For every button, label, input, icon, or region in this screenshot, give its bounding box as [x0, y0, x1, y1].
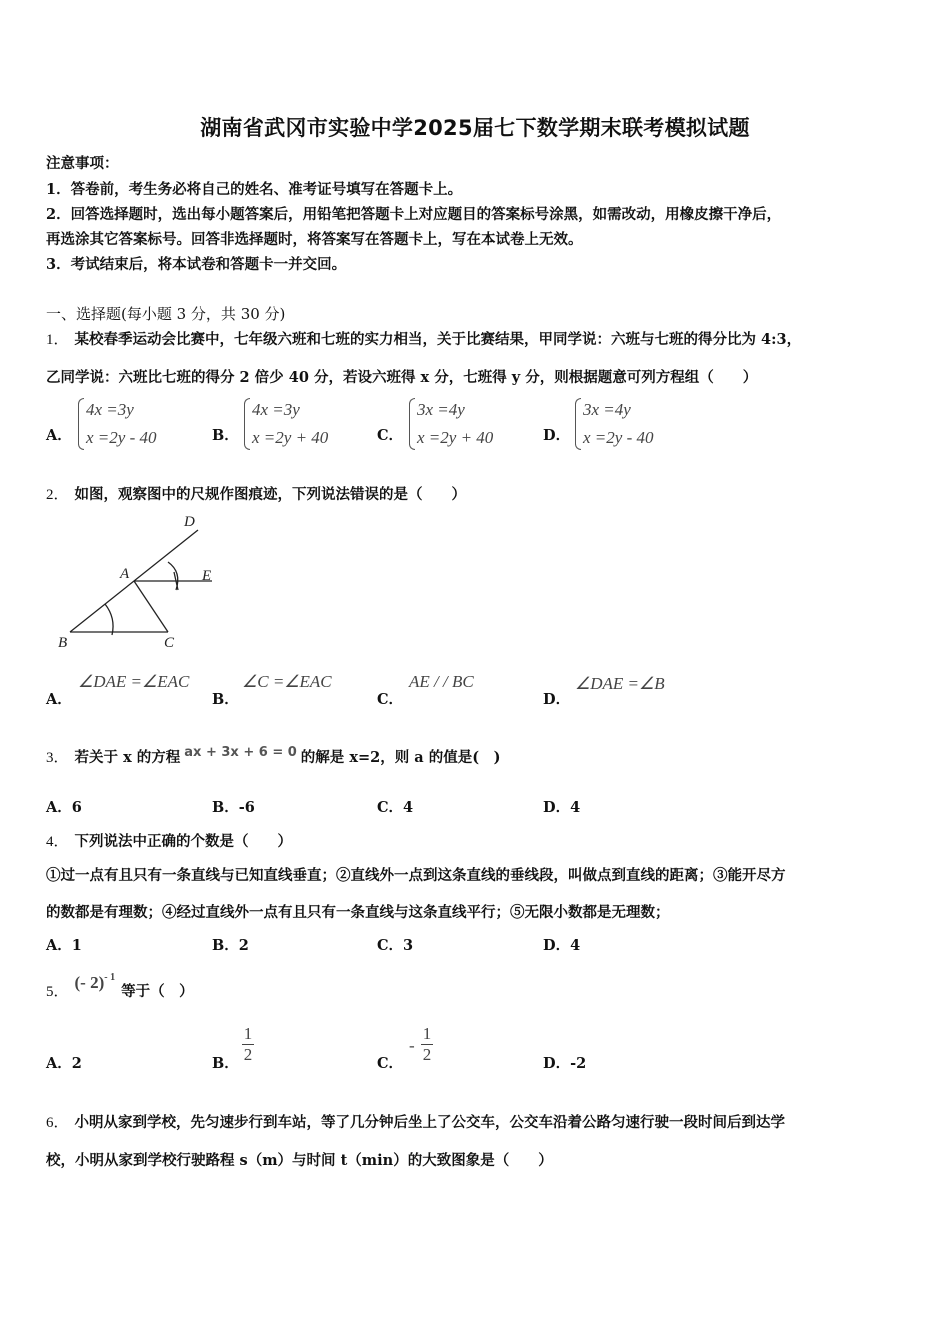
label-d: D	[184, 514, 195, 530]
equation: x =2y - 40	[86, 428, 157, 447]
option-text: 6	[71, 799, 82, 816]
notice-item: 再选涂其它答案标号。回答非选择题时，将答案写在答题卡上，写在本试卷上无效。	[46, 231, 583, 248]
question-2	[46, 483, 466, 504]
question-4-statements: 的数都是有理数；④经过直线外一点有且只有一条直线与这条直线平行；⑤无限小数都是无理数；	[46, 904, 670, 921]
question-6-line2: 校，小明从家到学校行驶路程 s（m）与时间 t（min）的大致图象是（ ）	[46, 1152, 553, 1169]
numerator: 1	[422, 1024, 432, 1043]
math-exponent: - 1	[104, 972, 116, 984]
question-4-statements: ①过一点有且只有一条直线与已知直线垂直；②直线外一点到这条直线的垂线段，叫做点到直线的距离；③能开尽方	[46, 867, 786, 884]
question-text: 等于（ ）	[121, 983, 194, 1000]
question-4	[46, 830, 292, 851]
option-text: 4	[570, 937, 581, 954]
question-text: 下列说法中正确的个数是（ ）	[74, 833, 293, 850]
option-label: D．	[543, 427, 571, 444]
option-a[interactable]	[46, 1052, 82, 1073]
option-math: AE / / BC	[409, 672, 474, 691]
option-label: C．	[377, 1055, 404, 1072]
equation: 4x =3y	[252, 400, 300, 419]
notice-item: 1．答卷前，考生务必将自己的姓名、准考证号填写在答题卡上。	[46, 181, 463, 198]
option-label: D．	[543, 691, 571, 708]
label-a: A	[120, 566, 130, 582]
option-math: ∠C =∠EAC	[242, 672, 332, 691]
section-heading: 一、选择题(每小题 3 分，共 30 分)	[46, 305, 286, 323]
equation: x =2y - 40	[583, 428, 654, 447]
option-text: 2	[238, 937, 249, 954]
option-label: A．	[46, 799, 72, 816]
minus-sign: -	[409, 1036, 415, 1055]
question-text: 小明从家到学校，先匀速步行到车站，等了几分钟后坐上了公交车，公交车沿着公路匀速行驶一段时间后到达学	[74, 1114, 786, 1131]
equation: 3x =4y	[417, 400, 465, 419]
question-number: 6．	[46, 1115, 69, 1131]
option-text: -6	[238, 799, 255, 816]
notice-item: 2．回答选择题时，选出每小题答案后，用铅笔把答题卡上对应题目的答案标号涂黑，如需改动，用橡皮擦干净后，	[46, 206, 782, 223]
option-a[interactable]	[46, 796, 82, 817]
option-label: D．	[543, 1055, 571, 1072]
option-label: C．	[377, 427, 404, 444]
equation-system	[78, 396, 156, 452]
option-c[interactable]	[377, 934, 413, 955]
question-6	[46, 1111, 785, 1132]
option-label: B．	[212, 1055, 239, 1072]
question-number: 3．	[46, 750, 69, 766]
fraction	[242, 1024, 254, 1065]
question-number: 5．	[46, 984, 69, 1000]
line-ac	[134, 581, 168, 632]
option-text: 3	[403, 937, 414, 954]
option-label: C．	[377, 799, 404, 816]
question-text: 若关于 x 的方程	[74, 749, 181, 766]
question-number: 1．	[46, 332, 69, 348]
notice-heading: 注意事项：	[46, 155, 119, 172]
geometry-figure	[50, 510, 230, 655]
label-b: B	[58, 635, 68, 651]
option-label: B．	[212, 799, 239, 816]
question-text: 某校春季运动会比赛中，七年级六班和七班的实力相当，关于比赛结果，甲同学说：六班与七班的得分比为 4:3，	[74, 331, 802, 348]
equation: ax + 3x + 6 = 0	[184, 745, 297, 760]
equation-system	[409, 396, 493, 452]
equation: 4x =3y	[86, 400, 134, 419]
option-label: B．	[212, 937, 239, 954]
page-title: 湖南省武冈市实验中学2025届七下数学期末联考模拟试题	[200, 116, 750, 140]
option-label: D．	[543, 799, 571, 816]
numerator: 1	[243, 1024, 253, 1043]
question-text: 如图，观察图中的尺规作图痕迹，下列说法错误的是（ ）	[74, 486, 467, 503]
option-label: A．	[46, 937, 72, 954]
notice-item: 3．考试结束后，将本试卷和答题卡一并交回。	[46, 256, 347, 273]
question-text: 的解是 x=2，则 a 的值是( )	[300, 749, 501, 766]
option-d[interactable]	[543, 1052, 586, 1073]
option-c[interactable]	[377, 796, 413, 817]
option-label: A．	[46, 427, 72, 444]
option-b[interactable]	[212, 934, 249, 955]
option-label: A．	[46, 691, 72, 708]
option-label: A．	[46, 1055, 72, 1072]
equation-system	[575, 396, 653, 452]
option-label: C．	[377, 691, 404, 708]
option-d[interactable]	[543, 934, 580, 955]
question-1	[46, 328, 801, 349]
option-label: B．	[212, 691, 239, 708]
option-text: 4	[570, 799, 581, 816]
label-c: C	[164, 635, 175, 651]
question-number: 2．	[46, 487, 69, 503]
option-label: B．	[212, 427, 239, 444]
option-a[interactable]	[46, 934, 82, 955]
question-number: 4．	[46, 834, 69, 850]
arc-a	[168, 562, 178, 590]
arc-b	[105, 604, 113, 635]
option-text: 2	[71, 1055, 82, 1072]
option-b[interactable]	[212, 796, 255, 817]
equation: x =2y + 40	[252, 428, 329, 447]
option-label: C．	[377, 937, 404, 954]
equation: 3x =4y	[583, 400, 631, 419]
question-3	[46, 746, 500, 767]
option-math: ∠DAE =∠EAC	[78, 672, 190, 691]
denominator: 2	[243, 1045, 253, 1064]
option-text: -2	[570, 1055, 587, 1072]
option-text: 4	[403, 799, 414, 816]
denominator: 2	[422, 1045, 432, 1064]
option-text: 1	[71, 937, 82, 954]
question-1-line2: 乙同学说：六班比七班的得分 2 倍少 40 分，若设六班得 x 分，七班得 y 分，则根据题意可列方程组（ ）	[46, 369, 758, 386]
fraction	[421, 1024, 433, 1065]
math-base: (- 2)	[74, 973, 105, 992]
equation: x =2y + 40	[417, 428, 494, 447]
label-e: E	[202, 568, 212, 584]
option-label: D．	[543, 937, 571, 954]
option-math: ∠DAE =∠B	[575, 674, 665, 693]
option-d[interactable]	[543, 796, 580, 817]
equation-system	[244, 396, 328, 452]
question-5	[46, 972, 194, 1001]
